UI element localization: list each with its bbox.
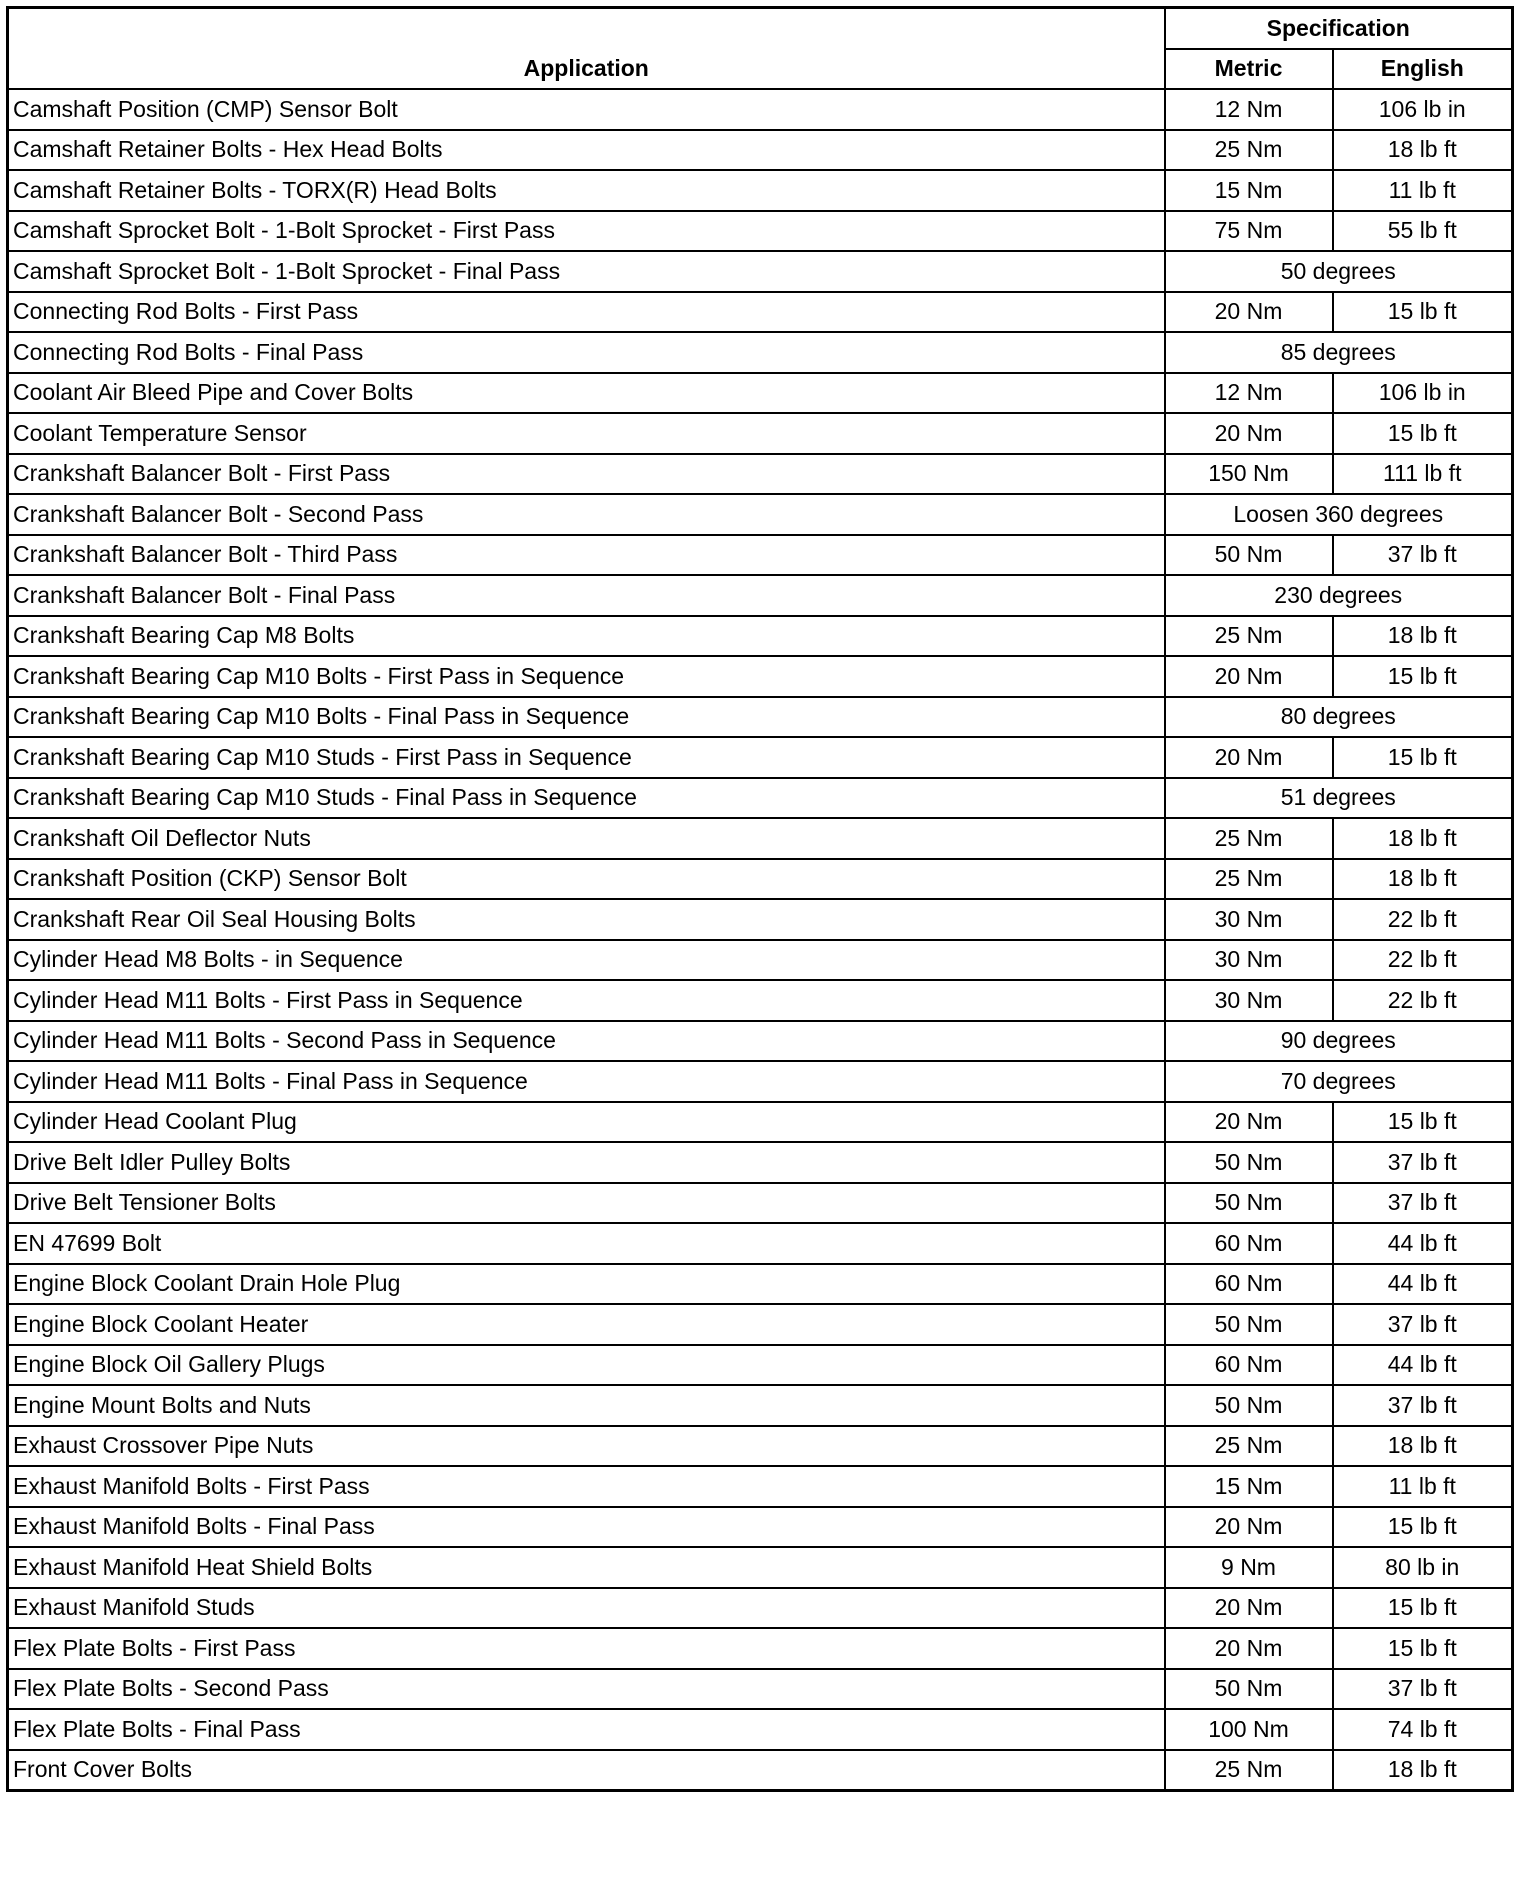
table-row (8, 737, 1513, 778)
table-row (8, 1021, 1513, 1062)
metric-cell: 50 Nm (1165, 1142, 1333, 1183)
application-cell: Coolant Air Bleed Pipe and Cover Bolts (8, 373, 1165, 414)
torque-spec-table (6, 6, 1514, 1792)
english-cell: 37 lb ft (1333, 1669, 1513, 1710)
specification-column-header: Specification (1165, 8, 1513, 49)
table-row (8, 859, 1513, 900)
table-row (8, 1223, 1513, 1264)
application-cell: Crankshaft Balancer Bolt - First Pass (8, 454, 1165, 495)
metric-cell: 60 Nm (1165, 1223, 1333, 1264)
metric-cell: 20 Nm (1165, 1588, 1333, 1629)
application-cell: Crankshaft Oil Deflector Nuts (8, 818, 1165, 859)
application-cell: Camshaft Retainer Bolts - Hex Head Bolts (8, 130, 1165, 171)
application-cell: Camshaft Sprocket Bolt - 1-Bolt Sprocket - First Pass (8, 211, 1165, 252)
table-row (8, 575, 1513, 616)
english-cell: 18 lb ft (1333, 616, 1513, 657)
application-cell: Front Cover Bolts (8, 1750, 1165, 1791)
application-cell: Camshaft Sprocket Bolt - 1-Bolt Sprocket - Final Pass (8, 251, 1165, 292)
specification-cell: 230 degrees (1165, 575, 1513, 616)
table-row (8, 899, 1513, 940)
metric-column-header: Metric (1165, 49, 1333, 90)
table-header (8, 8, 1513, 90)
metric-cell: 20 Nm (1165, 413, 1333, 454)
table-row (8, 1709, 1513, 1750)
table-row (8, 1183, 1513, 1224)
english-cell: 15 lb ft (1333, 1102, 1513, 1143)
application-cell: Exhaust Manifold Bolts - Final Pass (8, 1507, 1165, 1548)
application-cell: Crankshaft Bearing Cap M8 Bolts (8, 616, 1165, 657)
application-cell: Engine Mount Bolts and Nuts (8, 1385, 1165, 1426)
table-row (8, 940, 1513, 981)
english-cell: 15 lb ft (1333, 413, 1513, 454)
metric-cell: 150 Nm (1165, 454, 1333, 495)
table-row (8, 494, 1513, 535)
english-cell: 11 lb ft (1333, 170, 1513, 211)
english-cell: 74 lb ft (1333, 1709, 1513, 1750)
table-row (8, 1142, 1513, 1183)
specification-cell: 90 degrees (1165, 1021, 1513, 1062)
english-cell: 15 lb ft (1333, 1628, 1513, 1669)
application-cell: Crankshaft Balancer Bolt - Second Pass (8, 494, 1165, 535)
application-cell: Connecting Rod Bolts - Final Pass (8, 332, 1165, 373)
application-cell: Engine Block Coolant Drain Hole Plug (8, 1264, 1165, 1305)
metric-cell: 20 Nm (1165, 656, 1333, 697)
table-row (8, 656, 1513, 697)
english-cell: 22 lb ft (1333, 899, 1513, 940)
english-cell: 22 lb ft (1333, 940, 1513, 981)
application-cell: Flex Plate Bolts - Final Pass (8, 1709, 1165, 1750)
metric-cell: 25 Nm (1165, 1750, 1333, 1791)
english-cell: 15 lb ft (1333, 292, 1513, 333)
application-cell: Cylinder Head M8 Bolts - in Sequence (8, 940, 1165, 981)
english-cell: 15 lb ft (1333, 1507, 1513, 1548)
application-column-header: Application (8, 8, 1165, 90)
table-row (8, 373, 1513, 414)
metric-cell: 20 Nm (1165, 1102, 1333, 1143)
metric-cell: 25 Nm (1165, 859, 1333, 900)
table-row (8, 1628, 1513, 1669)
metric-cell: 50 Nm (1165, 1183, 1333, 1224)
application-cell: Crankshaft Bearing Cap M10 Bolts - First Pass in Sequence (8, 656, 1165, 697)
application-cell: Exhaust Manifold Heat Shield Bolts (8, 1547, 1165, 1588)
metric-cell: 50 Nm (1165, 1669, 1333, 1710)
application-cell: Camshaft Retainer Bolts - TORX(R) Head Bolts (8, 170, 1165, 211)
specification-cell: 70 degrees (1165, 1061, 1513, 1102)
table-body (8, 89, 1513, 1791)
metric-cell: 50 Nm (1165, 1304, 1333, 1345)
application-cell: Crankshaft Rear Oil Seal Housing Bolts (8, 899, 1165, 940)
metric-cell: 12 Nm (1165, 373, 1333, 414)
specification-cell: Loosen 360 degrees (1165, 494, 1513, 535)
application-cell: Crankshaft Bearing Cap M10 Studs - Final Pass in Sequence (8, 778, 1165, 819)
application-cell: Cylinder Head M11 Bolts - First Pass in Sequence (8, 980, 1165, 1021)
application-cell: Crankshaft Balancer Bolt - Third Pass (8, 535, 1165, 576)
metric-cell: 30 Nm (1165, 940, 1333, 981)
application-cell: Crankshaft Balancer Bolt - Final Pass (8, 575, 1165, 616)
english-cell: 55 lb ft (1333, 211, 1513, 252)
english-cell: 15 lb ft (1333, 737, 1513, 778)
table-row (8, 211, 1513, 252)
metric-cell: 9 Nm (1165, 1547, 1333, 1588)
english-cell: 18 lb ft (1333, 818, 1513, 859)
table-row (8, 130, 1513, 171)
english-cell: 37 lb ft (1333, 1304, 1513, 1345)
english-cell: 18 lb ft (1333, 1426, 1513, 1467)
table-row (8, 697, 1513, 738)
specification-cell: 80 degrees (1165, 697, 1513, 738)
metric-cell: 60 Nm (1165, 1264, 1333, 1305)
application-cell: Drive Belt Tensioner Bolts (8, 1183, 1165, 1224)
metric-cell: 15 Nm (1165, 170, 1333, 211)
metric-cell: 20 Nm (1165, 1507, 1333, 1548)
english-cell: 18 lb ft (1333, 130, 1513, 171)
header-row-top (8, 8, 1513, 49)
application-cell: Coolant Temperature Sensor (8, 413, 1165, 454)
specification-cell: 85 degrees (1165, 332, 1513, 373)
application-cell: Cylinder Head M11 Bolts - Final Pass in Sequence (8, 1061, 1165, 1102)
table-row (8, 1669, 1513, 1710)
table-row (8, 1547, 1513, 1588)
table-row (8, 292, 1513, 333)
english-cell: 106 lb in (1333, 89, 1513, 130)
metric-cell: 20 Nm (1165, 737, 1333, 778)
english-cell: 111 lb ft (1333, 454, 1513, 495)
metric-cell: 50 Nm (1165, 1385, 1333, 1426)
application-cell: Crankshaft Bearing Cap M10 Bolts - Final Pass in Sequence (8, 697, 1165, 738)
application-cell: Exhaust Manifold Bolts - First Pass (8, 1466, 1165, 1507)
table-row (8, 1345, 1513, 1386)
table-row (8, 1061, 1513, 1102)
metric-cell: 12 Nm (1165, 89, 1333, 130)
table-row (8, 1385, 1513, 1426)
application-cell: EN 47699 Bolt (8, 1223, 1165, 1264)
application-cell: Cylinder Head Coolant Plug (8, 1102, 1165, 1143)
application-cell: Engine Block Oil Gallery Plugs (8, 1345, 1165, 1386)
english-cell: 106 lb in (1333, 373, 1513, 414)
application-cell: Flex Plate Bolts - First Pass (8, 1628, 1165, 1669)
table-row (8, 413, 1513, 454)
table-row (8, 778, 1513, 819)
table-row (8, 1507, 1513, 1548)
english-cell: 44 lb ft (1333, 1223, 1513, 1264)
metric-cell: 75 Nm (1165, 211, 1333, 252)
application-cell: Cylinder Head M11 Bolts - Second Pass in Sequence (8, 1021, 1165, 1062)
metric-cell: 25 Nm (1165, 818, 1333, 859)
application-cell: Flex Plate Bolts - Second Pass (8, 1669, 1165, 1710)
application-cell: Crankshaft Bearing Cap M10 Studs - First Pass in Sequence (8, 737, 1165, 778)
application-cell: Crankshaft Position (CKP) Sensor Bolt (8, 859, 1165, 900)
english-cell: 80 lb in (1333, 1547, 1513, 1588)
table-row (8, 616, 1513, 657)
table-row (8, 818, 1513, 859)
table-row (8, 332, 1513, 373)
metric-cell: 30 Nm (1165, 980, 1333, 1021)
english-cell: 18 lb ft (1333, 1750, 1513, 1791)
english-cell: 15 lb ft (1333, 656, 1513, 697)
english-cell: 11 lb ft (1333, 1466, 1513, 1507)
metric-cell: 15 Nm (1165, 1466, 1333, 1507)
english-cell: 37 lb ft (1333, 535, 1513, 576)
table-row (8, 251, 1513, 292)
table-row (8, 1426, 1513, 1467)
metric-cell: 30 Nm (1165, 899, 1333, 940)
metric-cell: 60 Nm (1165, 1345, 1333, 1386)
table-row (8, 1466, 1513, 1507)
english-cell: 37 lb ft (1333, 1385, 1513, 1426)
metric-cell: 25 Nm (1165, 130, 1333, 171)
application-cell: Drive Belt Idler Pulley Bolts (8, 1142, 1165, 1183)
table-row (8, 1304, 1513, 1345)
english-cell: 37 lb ft (1333, 1183, 1513, 1224)
table-row (8, 1102, 1513, 1143)
english-cell: 37 lb ft (1333, 1142, 1513, 1183)
metric-cell: 20 Nm (1165, 1628, 1333, 1669)
english-cell: 22 lb ft (1333, 980, 1513, 1021)
metric-cell: 50 Nm (1165, 535, 1333, 576)
table-row (8, 980, 1513, 1021)
application-cell: Engine Block Coolant Heater (8, 1304, 1165, 1345)
english-cell: 44 lb ft (1333, 1345, 1513, 1386)
table-row (8, 535, 1513, 576)
metric-cell: 25 Nm (1165, 616, 1333, 657)
table-row (8, 170, 1513, 211)
table-row (8, 1588, 1513, 1629)
table-row (8, 89, 1513, 130)
application-cell: Exhaust Crossover Pipe Nuts (8, 1426, 1165, 1467)
specification-cell: 50 degrees (1165, 251, 1513, 292)
english-cell: 18 lb ft (1333, 859, 1513, 900)
english-cell: 15 lb ft (1333, 1588, 1513, 1629)
metric-cell: 100 Nm (1165, 1709, 1333, 1750)
english-column-header: English (1333, 49, 1513, 90)
application-cell: Camshaft Position (CMP) Sensor Bolt (8, 89, 1165, 130)
application-cell: Connecting Rod Bolts - First Pass (8, 292, 1165, 333)
application-cell: Exhaust Manifold Studs (8, 1588, 1165, 1629)
metric-cell: 20 Nm (1165, 292, 1333, 333)
table-row (8, 454, 1513, 495)
table-row (8, 1264, 1513, 1305)
metric-cell: 25 Nm (1165, 1426, 1333, 1467)
english-cell: 44 lb ft (1333, 1264, 1513, 1305)
table-row (8, 1750, 1513, 1791)
specification-cell: 51 degrees (1165, 778, 1513, 819)
